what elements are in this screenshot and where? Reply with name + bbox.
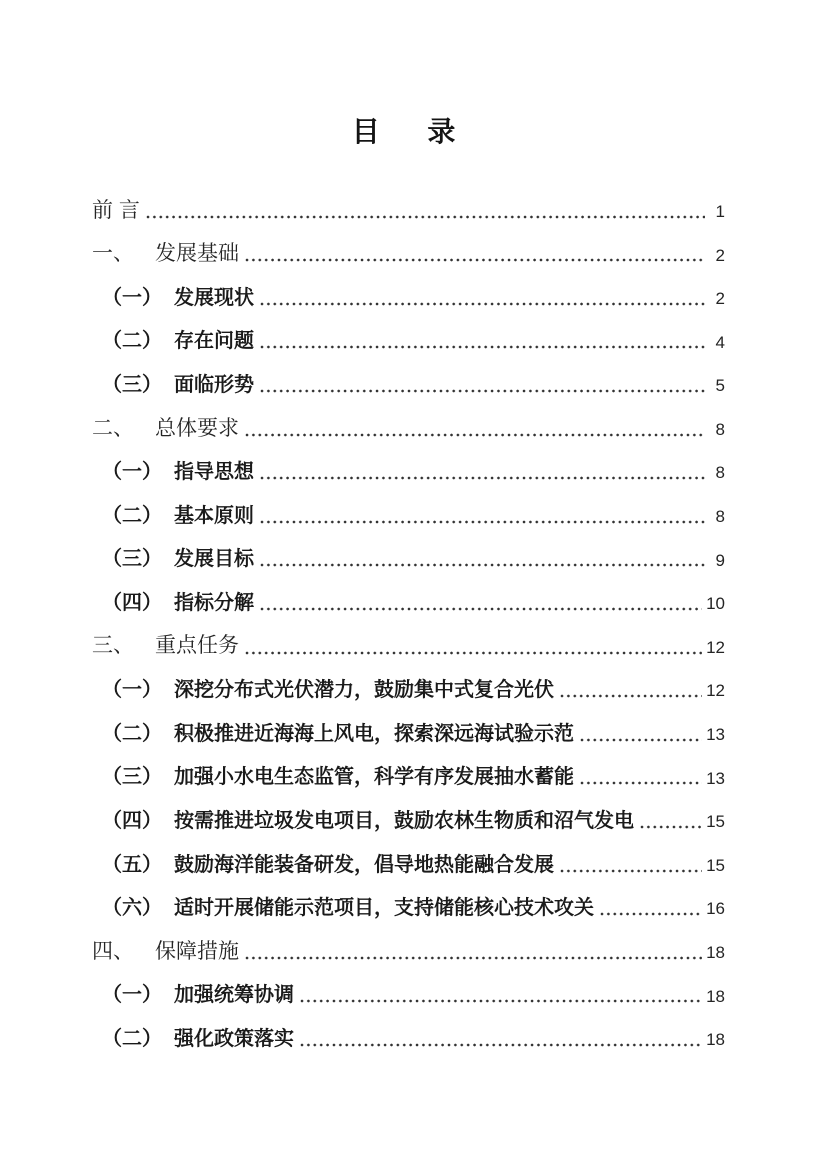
toc-entry-label: 发展目标: [174, 548, 254, 571]
toc-entry-page: 2: [715, 245, 725, 265]
toc-entry-page: 13: [706, 768, 725, 788]
toc-entry-number: （二）: [102, 722, 162, 745]
dot-leader: [260, 302, 705, 306]
toc-entry-label: 强化政策落实: [174, 1027, 294, 1050]
toc-entry-number: （三）: [102, 766, 162, 789]
toc-entry-number: （四）: [102, 809, 162, 832]
toc-entry-page: 8: [715, 507, 725, 527]
dot-leader: [600, 912, 702, 916]
toc-entry-page: 16: [706, 899, 725, 919]
toc-entry-page: 15: [706, 812, 725, 832]
toc-entry-page: 18: [706, 1030, 725, 1050]
dot-leader: [260, 345, 705, 349]
toc-content: [92, 0, 725, 1058]
toc-entry-page: 8: [715, 463, 725, 483]
dot-leader: [260, 563, 705, 567]
toc-entry-number: （一）: [102, 984, 162, 1007]
toc-entry-page: 5: [715, 376, 725, 396]
toc-entry: [102, 491, 725, 535]
toc-entry-label: 指导思想: [174, 461, 254, 484]
toc-entry-page: 18: [706, 986, 725, 1006]
dot-leader: [146, 215, 705, 219]
dot-leader: [245, 433, 705, 437]
toc-entry-number: 四、: [92, 939, 134, 963]
toc-entry-page: 18: [706, 943, 725, 962]
dot-leader: [260, 607, 702, 611]
toc-entry: [102, 796, 725, 840]
dot-leader: [580, 781, 702, 785]
toc-entry-label: 加强统筹协调: [174, 984, 294, 1007]
toc-entry-label: 积极推进近海海上风电，探索深远海试验示范: [174, 722, 574, 745]
toc-entry: [92, 230, 725, 274]
toc-entry-number: 三、: [92, 634, 134, 658]
toc-entry: [92, 404, 725, 448]
toc-entry-page: 4: [715, 332, 725, 352]
toc-entry-label: 适时开展储能示范项目，支持储能核心技术攻关: [174, 897, 594, 920]
toc-entry-number: （三）: [102, 548, 162, 571]
toc-entry: [102, 840, 725, 884]
toc-entry-page: 2: [715, 289, 725, 309]
toc-entry-label: 深挖分布式光伏潜力，鼓励集中式复合光伏: [174, 679, 554, 702]
toc-entry-number: （一）: [102, 679, 162, 702]
toc-entry-page: 13: [706, 725, 725, 745]
dot-leader: [245, 651, 702, 655]
toc-entry-number: （二）: [102, 330, 162, 353]
toc-entry-label: 按需推进垃圾发电项目，鼓励农林生物质和沼气发电: [174, 809, 634, 832]
toc-entry-label: 发展现状: [174, 286, 254, 309]
dot-leader: [245, 258, 705, 262]
toc-entry-page: 1: [715, 201, 725, 221]
toc-entry-label: 总体要求: [155, 416, 239, 440]
toc-entry-page: 10: [706, 594, 725, 614]
toc-entry: [102, 709, 725, 753]
dot-leader: [245, 956, 702, 960]
toc-entry-label: 重点任务: [155, 634, 239, 658]
toc-entry: [102, 273, 725, 317]
toc-entry-label: 发展基础: [155, 242, 239, 266]
toc-entry-number: （六）: [102, 897, 162, 920]
toc-entry: [102, 666, 725, 710]
toc-entry: [102, 448, 725, 492]
dot-leader: [580, 738, 702, 742]
toc-entry-label: 指标分解: [174, 591, 254, 614]
toc-entry-number: 二、: [92, 416, 134, 440]
toc-entry-page: 8: [715, 419, 725, 439]
dot-leader: [300, 999, 702, 1003]
toc-entry: [102, 884, 725, 928]
dot-leader: [260, 520, 705, 524]
dot-leader: [260, 389, 705, 393]
toc-entry-label: 加强小水电生态监管，科学有序发展抽水蓄能: [174, 766, 574, 789]
dot-leader: [560, 869, 702, 873]
toc-entry-number: （二）: [102, 1027, 162, 1050]
toc-entry: [102, 753, 725, 797]
toc-entry-number: （三）: [102, 373, 162, 396]
toc-entry: [102, 360, 725, 404]
toc-entry-label: 鼓励海洋能装备研发，倡导地热能融合发展: [174, 853, 554, 876]
toc-entry-number: （五）: [102, 853, 162, 876]
toc-entry-label: 保障措施: [155, 939, 239, 963]
toc-entry-number: （四）: [102, 591, 162, 614]
toc-entry: [102, 317, 725, 361]
page-title: 目 录: [351, 116, 466, 147]
dot-leader: [300, 1043, 702, 1047]
toc-entry-label: 前 言: [92, 198, 140, 222]
toc-entry: [102, 578, 725, 622]
toc-entry: [102, 535, 725, 579]
toc-entry-number: （一）: [102, 461, 162, 484]
toc-entry-page: 12: [706, 681, 725, 701]
toc-entry-number: （二）: [102, 504, 162, 527]
toc-entry: [102, 1014, 725, 1058]
toc-entry: [92, 186, 725, 230]
dot-leader: [260, 476, 705, 480]
toc-entry: [102, 971, 725, 1015]
toc-entry-page: 15: [706, 855, 725, 875]
toc-entry-page: 9: [715, 550, 725, 570]
dot-leader: [640, 825, 702, 829]
dot-leader: [560, 694, 702, 698]
toc-entry-number: 一、: [92, 242, 134, 266]
table-of-contents: [92, 186, 725, 1058]
toc-entry: [92, 622, 725, 666]
toc-entry-label: 面临形势: [174, 373, 254, 396]
toc-entry: [92, 927, 725, 971]
toc-entry-label: 存在问题: [174, 330, 254, 353]
toc-entry-page: 12: [706, 637, 725, 657]
toc-entry-label: 基本原则: [174, 504, 254, 527]
toc-entry-number: （一）: [102, 286, 162, 309]
